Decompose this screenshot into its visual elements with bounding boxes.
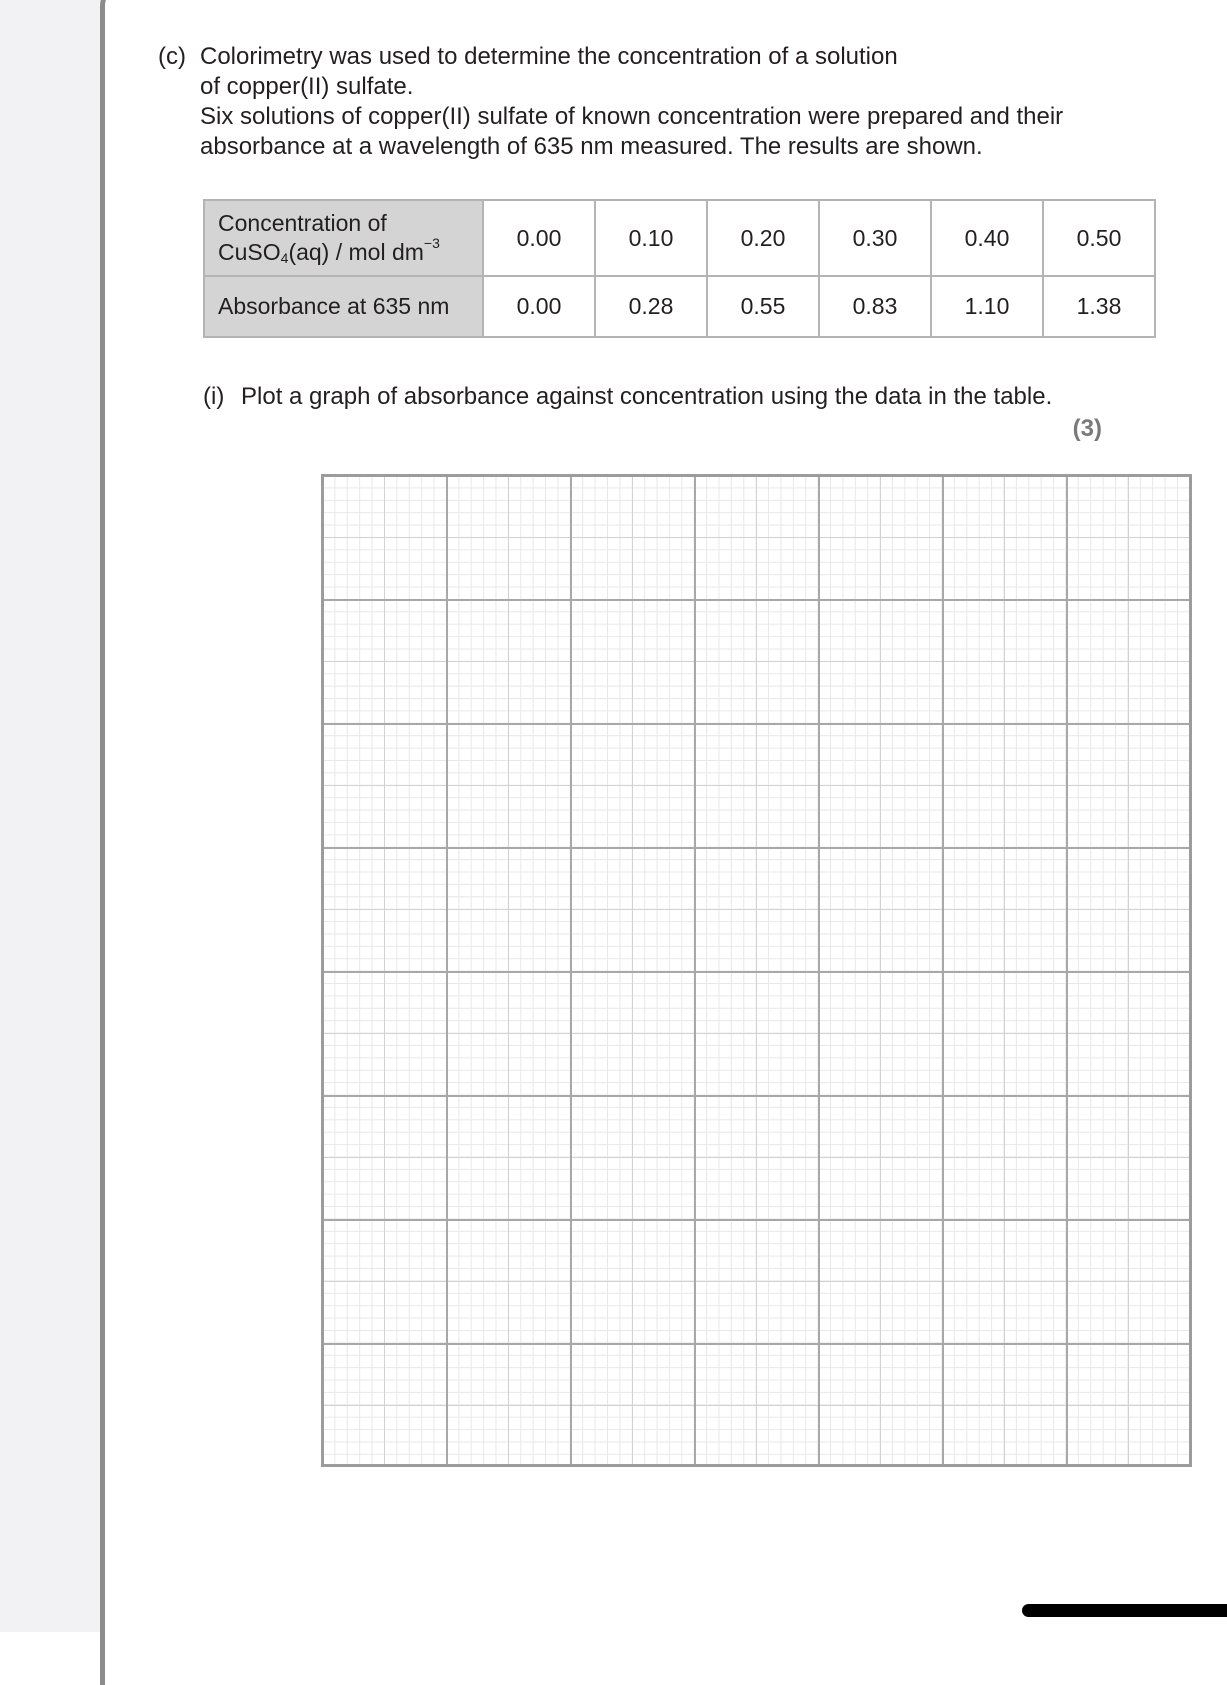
concentration-cell: 0.10 [595,200,707,276]
question-line-2: of copper(II) sulfate. [200,73,414,100]
concentration-cell: 0.20 [707,200,819,276]
formula-subscript: 4 [280,250,289,266]
absorbance-cell: 0.00 [483,276,595,337]
formula-units: (aq) / mol dm [288,239,424,265]
question-line-1: Colorimetry was used to determine the concentration of a solution [200,43,898,70]
concentration-header [204,200,483,276]
question-label: (c) [158,43,186,70]
concentration-row [204,200,1155,276]
marks-badge: (3) [1072,415,1102,442]
concentration-cell: 0.30 [819,200,931,276]
absorbance-cell: 1.10 [931,276,1043,337]
absorbance-cell: 1.38 [1043,276,1155,337]
absorbance-row [204,276,1155,337]
page-margin [0,0,100,1632]
subquestion-text: Plot a graph of absorbance against concentration using the data in the table. [241,383,1053,410]
question-line-4: absorbance at a wavelength of 635 nm measured. The results are shown. [200,133,983,160]
concentration-header-line2 [218,235,482,267]
absorbance-cell: 0.55 [707,276,819,337]
units-superscript: −3 [423,235,440,251]
absorbance-cell: 0.83 [819,276,931,337]
graph-paper[interactable] [321,474,1192,1467]
absorbance-header: Absorbance at 635 nm [204,276,483,337]
concentration-header-line1: Concentration of [218,210,387,236]
subquestion-i [203,382,1163,412]
concentration-cell: 0.00 [483,200,595,276]
absorbance-cell: 0.28 [595,276,707,337]
concentration-cell: 0.50 [1043,200,1155,276]
subquestion-label: (i) [203,383,225,410]
concentration-cell: 0.40 [931,200,1043,276]
question-line-3: Six solutions of copper(II) sulfate of known concentration were prepared and their [200,103,1064,130]
results-table [203,199,1156,338]
formula-cuso: CuSO [218,239,281,265]
home-indicator[interactable] [1022,1604,1227,1617]
question-c [158,42,1138,162]
